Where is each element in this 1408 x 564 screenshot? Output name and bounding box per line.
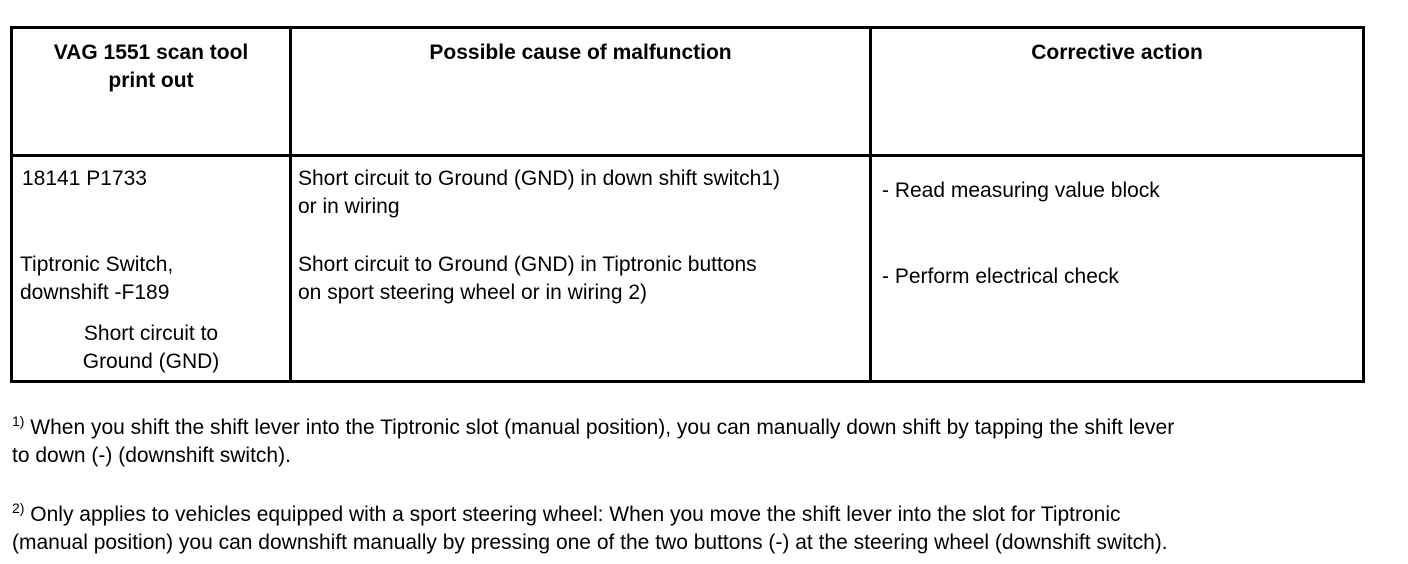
- cause-2: [298, 251, 757, 307]
- footnote-2-line2: (manual position) you can downshift manually by pressing one of the two buttons (-) at the steering wheel (downshift switch).: [12, 531, 1168, 554]
- column-divider: [289, 29, 292, 380]
- footnote-1-text: When you shift the shift lever into the Tiptronic slot (manual position), you can manually down shift by tapping the shift lever: [24, 416, 1175, 439]
- cause-1: [298, 165, 780, 221]
- footnote-1-marker: 1): [12, 413, 25, 429]
- cause-2-line2: on sport steering wheel or in wiring 2): [298, 281, 648, 304]
- action-read-measuring-value-block: - Read measuring value block: [882, 179, 1160, 202]
- footnote-2: [12, 501, 1392, 557]
- footnote-2-marker: 2): [12, 500, 25, 516]
- header-cause: Possible cause of malfunction: [429, 41, 732, 64]
- cause-1-line1: Short circuit to Ground (GND) in down shift switch1): [298, 167, 780, 190]
- cause-2-line1: Short circuit to Ground (GND) in Tiptronic buttons: [298, 253, 757, 276]
- action-perform-electrical-check: - Perform electrical check: [882, 265, 1119, 288]
- cause-1-line2: or in wiring: [298, 195, 400, 218]
- header-divider: [13, 154, 1362, 157]
- component-name-line1: Tiptronic Switch,: [20, 253, 174, 276]
- footnote-2-line1: [12, 501, 1392, 529]
- column-divider: [869, 29, 872, 380]
- fault-type: [13, 320, 289, 376]
- component-name-line2: downshift -F189: [20, 281, 170, 304]
- footnote-2-text: Only applies to vehicles equipped with a sport steering wheel: When you move the shift lever into the slot for Tiptronic: [24, 503, 1121, 526]
- fault-code: 18141 P1733: [22, 167, 147, 190]
- header-scan-tool: [13, 39, 289, 95]
- diagnostic-table: [10, 26, 1365, 383]
- footnote-1-line2: to down (-) (downshift switch).: [12, 444, 291, 467]
- header-scan-tool-line1: VAG 1551 scan tool: [53, 41, 249, 64]
- fault-type-line2: Ground (GND): [82, 350, 220, 373]
- footnote-1: [12, 414, 1392, 470]
- header-action: Corrective action: [1031, 41, 1203, 64]
- header-scan-tool-line2: print out: [108, 69, 194, 92]
- fault-type-line1: Short circuit to: [83, 322, 219, 345]
- footnote-1-line1: [12, 414, 1392, 442]
- component-name: [20, 251, 173, 307]
